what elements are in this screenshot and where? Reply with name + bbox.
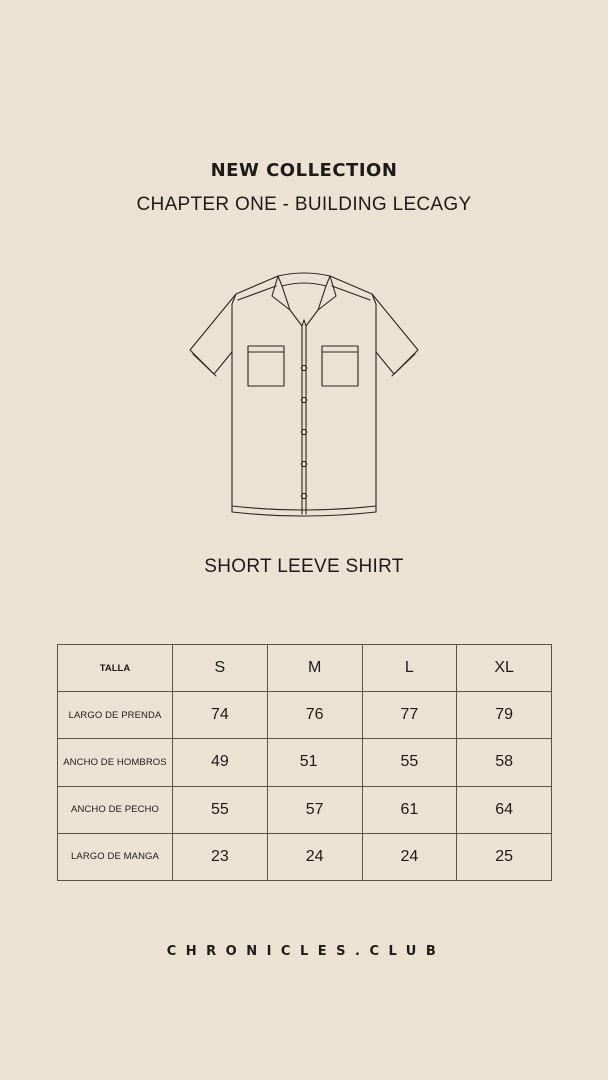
table-cell: 76 [267,692,362,739]
table-cell: 61 [362,786,457,833]
table-cell: 51 [267,739,362,786]
row-label: ANCHO DE PECHO [58,786,173,833]
brand-footer: CHRONICLES.CLUB [166,944,446,959]
product-name: SHORT LEEVE SHIRT [204,556,404,577]
size-column-header: S [173,645,268,692]
table-row [58,833,552,880]
table-cell: 24 [267,833,362,880]
table-cell: 77 [362,692,457,739]
table-cell: 74 [173,692,268,739]
row-label: ANCHO DE HOMBROS [58,739,173,786]
table-cell: 55 [362,739,457,786]
table-row [58,739,552,786]
size-header-label: TALLA [58,645,173,692]
table-cell: 64 [457,786,552,833]
table-cell: 79 [457,692,552,739]
collection-title: NEW COLLECTION [210,160,398,181]
table-cell: 58 [457,739,552,786]
row-label: LARGO DE PRENDA [58,692,173,739]
table-cell: 25 [457,833,552,880]
table-cell: 23 [173,833,268,880]
table-cell: 49 [173,739,268,786]
size-column-header: M [267,645,362,692]
size-column-header: L [362,645,457,692]
table-row [58,786,552,833]
table-cell: 57 [267,786,362,833]
table-row [58,692,552,739]
shirt-icon [186,268,422,524]
table-cell: 55 [173,786,268,833]
table-header-row [58,645,552,692]
size-chart-table [57,644,552,881]
table-cell: 24 [362,833,457,880]
row-label: LARGO DE MANGA [58,833,173,880]
collection-subtitle: CHAPTER ONE - BUILDING LECAGY [136,194,472,215]
size-column-header: XL [457,645,552,692]
